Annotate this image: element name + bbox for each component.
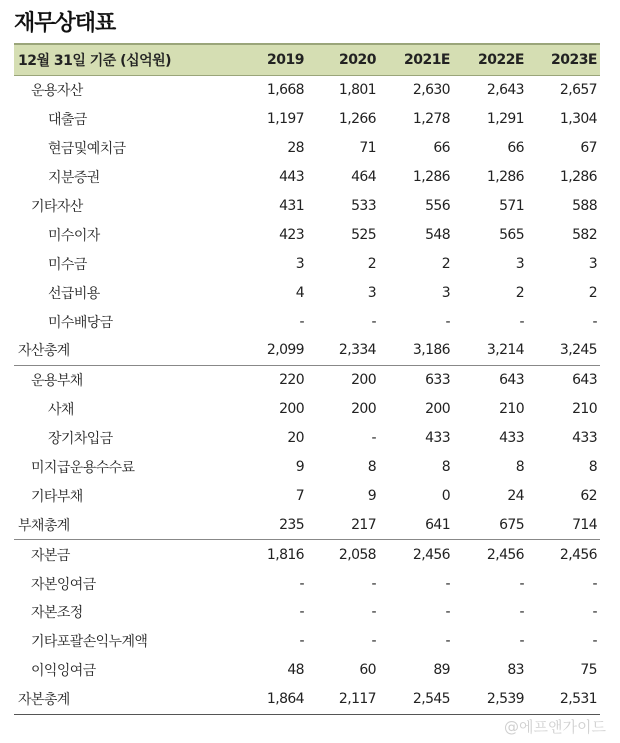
table-row xyxy=(14,163,600,192)
header-label: 12월 31일 기준 (십억원) xyxy=(18,53,172,69)
row-value: 582 xyxy=(572,226,597,243)
table-body xyxy=(14,76,600,715)
table-row xyxy=(14,627,600,656)
table-row xyxy=(14,598,600,627)
row-value: - xyxy=(299,604,304,621)
row-value: 2,643 xyxy=(486,82,524,99)
table-row xyxy=(14,453,600,482)
row-value: 525 xyxy=(351,226,376,243)
table-row xyxy=(14,424,600,453)
row-label: 미수배당금 xyxy=(48,314,113,331)
row-label: 기타포괄손익누계액 xyxy=(31,634,148,651)
row-value: 217 xyxy=(351,516,376,533)
row-value: 2,058 xyxy=(338,546,376,563)
row-value: 3 xyxy=(295,255,304,272)
row-value: 200 xyxy=(425,401,450,418)
table-row xyxy=(14,220,600,249)
table-row xyxy=(14,278,600,307)
table-row xyxy=(14,105,600,134)
row-value: - xyxy=(371,604,376,621)
row-value: 3 xyxy=(515,255,524,272)
row-value: - xyxy=(445,575,450,592)
row-value: 3,186 xyxy=(412,342,450,359)
row-value: 2,334 xyxy=(338,342,376,359)
row-value: 571 xyxy=(499,198,524,214)
row-value: 433 xyxy=(572,430,597,447)
row-value: 633 xyxy=(425,372,450,389)
row-value: 0 xyxy=(441,487,450,504)
row-value: 2,099 xyxy=(266,342,304,359)
row-value: 2 xyxy=(441,255,450,272)
row-value: 210 xyxy=(499,401,524,418)
row-value: 7 xyxy=(295,487,304,504)
row-value: 1,668 xyxy=(266,82,304,99)
row-value: 71 xyxy=(359,140,376,157)
row-label: 미지급운용수수료 xyxy=(31,460,135,477)
row-label: 미수금 xyxy=(48,256,87,273)
row-value: 1,864 xyxy=(266,691,304,708)
row-value: - xyxy=(519,575,524,592)
row-value: 83 xyxy=(507,662,524,679)
row-value: 66 xyxy=(433,140,450,157)
row-value: - xyxy=(371,313,376,330)
row-value: 220 xyxy=(279,372,304,389)
row-value: 2 xyxy=(367,255,376,272)
balance-sheet-table xyxy=(14,43,600,715)
row-value: 1,286 xyxy=(412,169,450,186)
header-year: 2019 xyxy=(267,52,304,68)
row-value: - xyxy=(519,604,524,621)
row-label: 사채 xyxy=(48,402,74,419)
row-value: 641 xyxy=(425,516,450,533)
row-value: 75 xyxy=(580,662,597,679)
row-value: 3,214 xyxy=(486,342,524,359)
row-value: 2,456 xyxy=(559,546,597,563)
row-value: 1,278 xyxy=(412,111,450,128)
header-year: 2023E xyxy=(550,52,597,68)
row-value: - xyxy=(299,575,304,592)
row-label: 자본조정 xyxy=(31,605,83,622)
table-row xyxy=(14,569,600,598)
row-value: 89 xyxy=(433,662,450,679)
row-value: 28 xyxy=(287,140,304,157)
row-value: 588 xyxy=(572,198,597,214)
row-value: - xyxy=(445,313,450,330)
header-year: 2021E xyxy=(403,52,450,68)
row-value: - xyxy=(519,313,524,330)
row-value: 24 xyxy=(507,487,524,504)
table-row xyxy=(14,540,600,569)
row-value: 9 xyxy=(295,459,304,476)
table-row xyxy=(14,192,600,221)
row-label: 지분증권 xyxy=(48,170,100,187)
row-value: 3 xyxy=(367,284,376,301)
row-label: 자산총계 xyxy=(18,343,70,360)
row-value: 200 xyxy=(279,401,304,418)
row-value: - xyxy=(371,575,376,592)
row-value: 1,291 xyxy=(486,111,524,128)
row-label: 선급비용 xyxy=(48,285,100,302)
row-label: 자본잉여금 xyxy=(31,576,96,593)
row-value: 675 xyxy=(499,516,524,533)
row-value: 66 xyxy=(507,140,524,157)
page-title: 재무상태표 xyxy=(14,11,116,36)
row-value: 9 xyxy=(367,487,376,504)
row-value: - xyxy=(592,313,597,330)
table-row xyxy=(14,685,600,715)
row-value: 443 xyxy=(279,169,304,186)
row-label: 운용부채 xyxy=(31,373,83,390)
row-value: 60 xyxy=(359,662,376,679)
row-value: 1,801 xyxy=(338,82,376,99)
row-value: 1,304 xyxy=(559,111,597,128)
row-value: 643 xyxy=(572,372,597,389)
row-label: 운용자산 xyxy=(31,83,83,100)
row-value: 2,117 xyxy=(338,691,376,708)
header-year: 2020 xyxy=(339,52,376,68)
row-value: 3,245 xyxy=(559,342,597,359)
row-value: 67 xyxy=(580,140,597,157)
row-value: 8 xyxy=(515,459,524,476)
table-row xyxy=(14,366,600,395)
row-value: 2,657 xyxy=(559,82,597,99)
row-value: - xyxy=(445,633,450,650)
row-value: 48 xyxy=(287,662,304,679)
row-value: - xyxy=(299,633,304,650)
row-label: 부채총계 xyxy=(18,517,70,534)
row-value: - xyxy=(592,575,597,592)
row-value: 2,456 xyxy=(412,546,450,563)
row-value: 2 xyxy=(515,284,524,301)
row-label: 기타자산 xyxy=(31,199,83,215)
table-row xyxy=(14,307,600,336)
table-row xyxy=(14,510,600,540)
row-value: 423 xyxy=(279,226,304,243)
table-row xyxy=(14,395,600,424)
row-value: 714 xyxy=(572,516,597,533)
row-value: 200 xyxy=(351,401,376,418)
table-row xyxy=(14,656,600,685)
row-value: 8 xyxy=(588,459,597,476)
row-value: 8 xyxy=(367,459,376,476)
row-value: 556 xyxy=(425,198,450,214)
row-value: 2,545 xyxy=(412,691,450,708)
table-row xyxy=(14,249,600,278)
row-value: 1,816 xyxy=(266,546,304,563)
row-value: 433 xyxy=(499,430,524,447)
row-value: - xyxy=(299,313,304,330)
row-value: 235 xyxy=(279,516,304,533)
row-label: 이익잉여금 xyxy=(31,663,96,680)
row-value: 3 xyxy=(588,255,597,272)
row-label: 자본금 xyxy=(31,547,70,564)
row-label: 현금및예치금 xyxy=(48,141,126,158)
row-value: 565 xyxy=(499,226,524,243)
watermark: @에프앤가이드 xyxy=(504,718,606,736)
row-value: - xyxy=(371,430,376,447)
header-year: 2022E xyxy=(477,52,524,68)
row-label: 장기차입금 xyxy=(48,431,113,448)
row-label: 자본총계 xyxy=(18,692,70,709)
row-value: 1,266 xyxy=(338,111,376,128)
table-row xyxy=(14,76,600,105)
row-value: 210 xyxy=(572,401,597,418)
table-row xyxy=(14,336,600,366)
row-value: - xyxy=(371,633,376,650)
row-value: 433 xyxy=(425,430,450,447)
row-value: - xyxy=(592,604,597,621)
row-value: - xyxy=(445,604,450,621)
table-row xyxy=(14,481,600,510)
row-value: 2,456 xyxy=(486,546,524,563)
row-value: 2,531 xyxy=(559,691,597,708)
row-value: - xyxy=(519,633,524,650)
row-value: 464 xyxy=(351,169,376,186)
row-value: 4 xyxy=(295,284,304,301)
table-row xyxy=(14,134,600,163)
row-value: 2 xyxy=(588,284,597,301)
row-value: 548 xyxy=(425,226,450,243)
row-label: 미수이자 xyxy=(48,227,100,244)
row-value: 431 xyxy=(279,198,304,214)
row-value: 2,630 xyxy=(412,82,450,99)
row-value: 1,197 xyxy=(266,111,304,128)
row-value: - xyxy=(592,633,597,650)
row-value: 62 xyxy=(580,487,597,504)
row-value: 20 xyxy=(287,430,304,447)
row-value: 3 xyxy=(441,284,450,301)
row-value: 1,286 xyxy=(486,169,524,186)
row-value: 533 xyxy=(351,198,376,214)
row-value: 200 xyxy=(351,372,376,389)
row-value: 1,286 xyxy=(559,169,597,186)
row-value: 2,539 xyxy=(486,691,524,708)
row-value: 643 xyxy=(499,372,524,389)
row-label: 대출금 xyxy=(48,112,87,129)
row-label: 기타부채 xyxy=(31,488,83,505)
table-header xyxy=(14,43,600,76)
row-value: 8 xyxy=(441,459,450,476)
